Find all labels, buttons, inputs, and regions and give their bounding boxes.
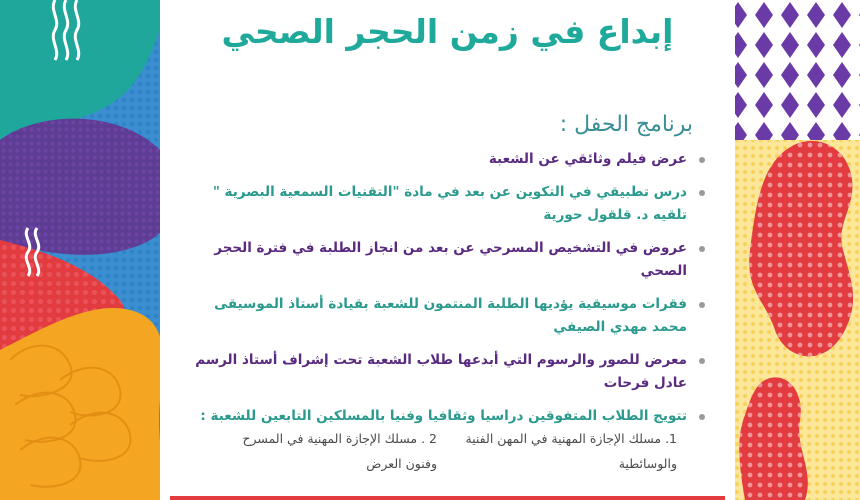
program-heading: برنامج الحفل : [559, 112, 693, 137]
bottom-accent-bar [170, 496, 725, 500]
right-decoration [725, 0, 860, 500]
tracks-list [197, 426, 677, 486]
poster-title: إبداع في زمن الحجر الصحي [221, 12, 674, 51]
program-item: عرض فيلم وثائقي عن الشعبة [185, 148, 705, 171]
track-item: 2 . مسلك الإجازة المهنية في المسرح وفنون العرض [242, 431, 437, 471]
right-pattern-graphic [725, 0, 860, 500]
program-item: درس تطبيقي في التكوين عن بعد في مادة "التقنيات السمعية البصرية " تلقيه د. قلقول حورية [185, 181, 705, 227]
event-poster [160, 0, 735, 500]
program-item: فقرات موسيقية يؤديها الطلبة المنتمون للشعبة بقيادة أستاذ الموسيقى محمد مهدي الصيفي [185, 293, 705, 339]
track-item: 1. مسلك الإجازة المهنية في المهن الفنية والوسائطية [465, 431, 677, 471]
program-item: تتويج الطلاب المتفوقين دراسيا وثقافيا وفنيا بالمسلكين التابعين للشعبة : [185, 405, 705, 428]
program-list [185, 148, 705, 438]
program-item: عروض في التشخيص المسرحي عن بعد من انجاز الطلبة في فترة الحجر الصحي [185, 237, 705, 283]
program-item: معرض للصور والرسوم التي أبدعها طلاب الشعبة تحت إشراف أستاذ الرسم عادل فرحات [185, 349, 705, 395]
